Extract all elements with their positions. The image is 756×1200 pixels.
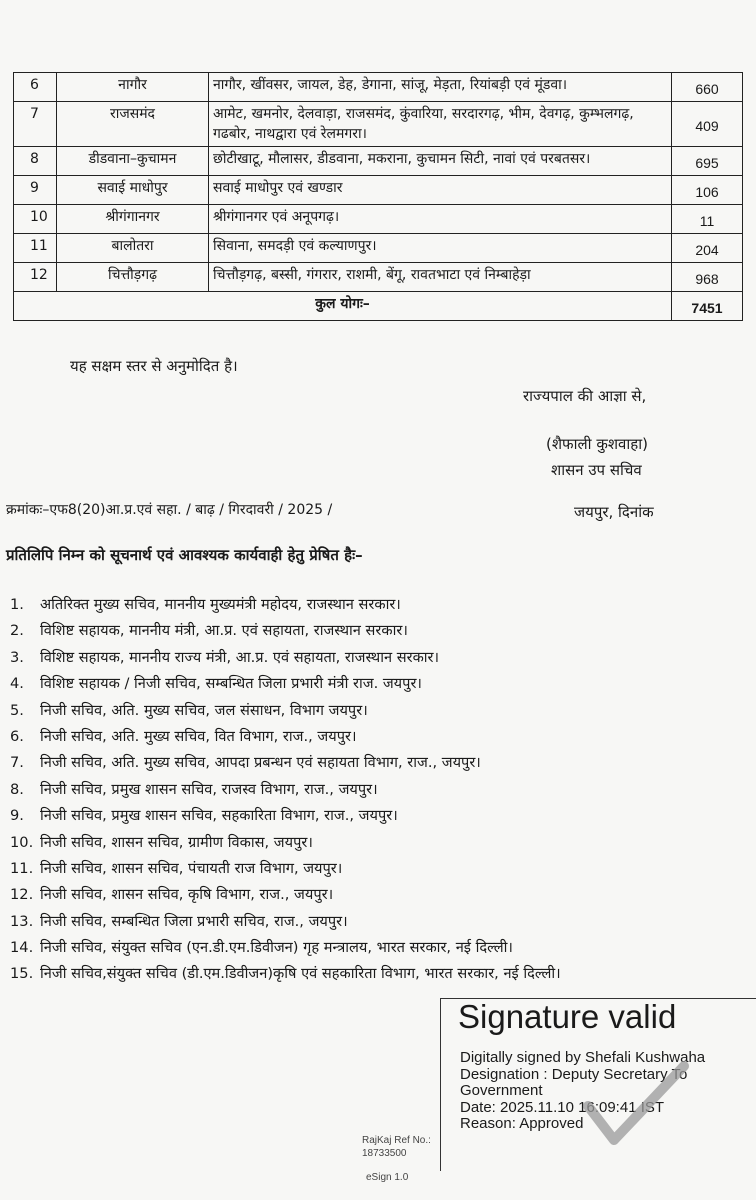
signature-line: Date: 2025.11.10 16:09:41 IST (460, 1098, 665, 1116)
list-item (10, 645, 750, 671)
rajkaj-ref (362, 1134, 431, 1160)
district-cell: बालोतरा (57, 234, 209, 263)
serial-cell: 10 (14, 205, 57, 234)
list-item (10, 750, 750, 776)
district-cell: डीडवाना–कुचामन (57, 147, 209, 176)
signature-line: Reason: Approved (460, 1115, 584, 1132)
serial-cell: 9 (14, 176, 57, 205)
signature-line: Digitally signed by Shefali Kushwaha (460, 1049, 706, 1066)
list-text: निजी सचिव, अति. मुख्य सचिव, आपदा प्रबन्धन एवं सहायता विभाग, राज., जयपुर। (40, 754, 481, 772)
list-text: विशिष्ट सहायक, माननीय मंत्री, आ.प्र. एवं सहायता, राजस्थान सरकार। (40, 622, 408, 640)
copy-heading: प्रतिलिपि निम्न को सूचनार्थ एवं आवश्यक कार्यवाही हेतु प्रेषित हैः– (6, 546, 363, 564)
reference-number: क्रमांकः–एफ8(20)आ.प्र.एवं सहा. / बाढ़ / गिरदावरी / 2025 / (6, 502, 333, 518)
serial-cell: 6 (14, 73, 57, 102)
list-number: 1. (10, 596, 24, 613)
rajkaj-number: 18733500 (362, 1148, 407, 1159)
count-cell: 11 (672, 205, 743, 234)
list-text: निजी सचिव,संयुक्त सचिव (डी.एम.डिवीजन)कृषि एवं सहकारिता विभाग, भारत सरकार, नई दिल्ली। (40, 965, 561, 983)
table-row (14, 73, 743, 102)
list-item (10, 777, 750, 803)
list-text: निजी सचिव, अति. मुख्य सचिव, जल संसाधन, विभाग जयपुर। (40, 701, 368, 719)
list-text: विशिष्ट सहायक, माननीय राज्य मंत्री, आ.प्र. एवं सहायता, राजस्थान सरकार। (40, 648, 440, 666)
table-row (14, 102, 743, 147)
esign-version: eSign 1.0 (366, 1172, 409, 1183)
list-text: निजी सचिव, शासन सचिव, ग्रामीण विकास, जयपुर। (40, 833, 313, 851)
count-cell: 409 (672, 102, 743, 147)
tehsil-cell: आमेट, खमनोर, देलवाड़ा, राजसमंद, कुंवारिया, सरदारगढ़, भीम, देवगढ़, कुम्भलगढ़, गढबोर, नाथद्वारा एवं रेलमगरा। (209, 102, 672, 147)
list-number: 15. (10, 965, 34, 983)
list-item (10, 856, 750, 882)
list-item (10, 830, 750, 856)
list-text: विशिष्ट सहायक / निजी सचिव, सम्बन्धित जिला प्रभारी मंत्री राज. जयपुर। (40, 675, 422, 693)
district-cell: नागौर (57, 73, 209, 102)
district-cell: राजसमंद (57, 102, 209, 147)
table-row (14, 205, 743, 234)
signature-line: Government (460, 1082, 543, 1099)
signature-title: Signature valid (458, 998, 677, 1035)
count-cell: 968 (672, 263, 743, 292)
list-text: निजी सचिव, शासन सचिव, पंचायती राज विभाग, जयपुर। (40, 859, 343, 877)
tehsil-cell: छोटीखाटू, मौलासर, डीडवाना, मकराना, कुचामन सिटी, नावां एवं परबतसर। (209, 147, 672, 176)
table-row (14, 263, 743, 292)
list-item (10, 618, 750, 644)
list-item (10, 882, 750, 908)
list-item (10, 671, 750, 697)
list-item (10, 909, 750, 935)
signatory-name: (शैफाली कुशवाहा) (546, 435, 648, 453)
district-cell: चित्तौड़गढ़ (57, 263, 209, 292)
count-cell: 204 (672, 234, 743, 263)
list-number: 10. (10, 833, 34, 851)
serial-cell: 8 (14, 147, 57, 176)
list-item (10, 698, 750, 724)
serial-cell: 7 (14, 102, 57, 147)
district-cell: सवाई माधोपुर (57, 176, 209, 205)
rajkaj-label: RajKaj Ref No.: (362, 1135, 431, 1146)
total-row (14, 292, 743, 321)
list-text: निजी सचिव, संयुक्त सचिव (एन.डी.एम.डिवीजन) गृह मन्त्रालय, भारत सरकार, नई दिल्ली। (40, 939, 513, 957)
place-date: जयपुर, दिनांक (574, 503, 654, 521)
tehsil-cell: सवाई माधोपुर एवं खण्डार (209, 176, 672, 205)
table-row (14, 176, 743, 205)
serial-cell: 12 (14, 263, 57, 292)
count-cell: 660 (672, 73, 743, 102)
list-number: 4. (10, 675, 24, 693)
list-item (10, 935, 750, 961)
tehsil-cell: सिवाना, समदड़ी एवं कल्याणपुर। (209, 234, 672, 263)
list-text: निजी सचिव, सम्बन्धित जिला प्रभारी सचिव, राज., जयपुर। (40, 912, 348, 930)
tehsil-cell: चित्तौड़गढ़, बस्सी, गंगरार, राशमी, बेंगू, रावतभाटा एवं निम्बाहेड़ा (209, 263, 672, 292)
signature-line: Designation : Deputy Secretary To (460, 1065, 688, 1083)
total-value: 7451 (672, 292, 743, 321)
table-row (14, 234, 743, 263)
list-number: 3. (10, 648, 24, 666)
governor-order: राज्यपाल की आज्ञा से, (523, 387, 647, 405)
list-number: 9. (10, 807, 24, 825)
list-number: 7. (10, 754, 24, 772)
list-item (10, 961, 750, 987)
copy-list (10, 592, 750, 988)
tehsil-cell: नागौर, खींवसर, जायल, डेह, डेगाना, सांजू, मेड़ता, रियांबड़ी एवं मूंडवा। (209, 73, 672, 102)
list-number: 12. (10, 886, 34, 904)
list-text: अतिरिक्त मुख्य सचिव, माननीय मुख्यमंत्री महोदय, राजस्थान सरकार। (40, 596, 401, 613)
signatory-designation: शासन उप सचिव (551, 461, 642, 479)
total-label: कुल योगः– (14, 292, 672, 321)
list-number: 11. (10, 859, 34, 877)
list-item (10, 803, 750, 829)
list-item (10, 724, 750, 750)
list-number: 8. (10, 780, 24, 798)
count-cell: 106 (672, 176, 743, 205)
district-cell: श्रीगंगानगर (57, 205, 209, 234)
list-text: निजी सचिव, अति. मुख्य सचिव, वित विभाग, राज., जयपुर। (40, 727, 357, 745)
list-number: 5. (10, 701, 24, 719)
count-cell: 695 (672, 147, 743, 176)
serial-cell: 11 (14, 234, 57, 263)
list-item (10, 592, 750, 618)
list-text: निजी सचिव, प्रमुख शासन सचिव, राजस्व विभाग, राज., जयपुर। (40, 780, 378, 798)
tehsil-cell: श्रीगंगानगर एवं अनूपगढ़। (209, 205, 672, 234)
table-row (14, 147, 743, 176)
checkmark-icon (580, 1060, 690, 1150)
list-text: निजी सचिव, शासन सचिव, कृषि विभाग, राज., जयपुर। (40, 886, 334, 904)
list-text: निजी सचिव, प्रमुख शासन सचिव, सहकारिता विभाग, राज., जयपुर। (40, 807, 398, 825)
list-number: 2. (10, 622, 24, 640)
list-number: 14. (10, 939, 34, 957)
list-number: 13. (10, 912, 34, 930)
list-number: 6. (10, 727, 24, 745)
district-table (13, 72, 743, 321)
approval-note: यह सक्षम स्तर से अनुमोदित है। (70, 357, 238, 375)
